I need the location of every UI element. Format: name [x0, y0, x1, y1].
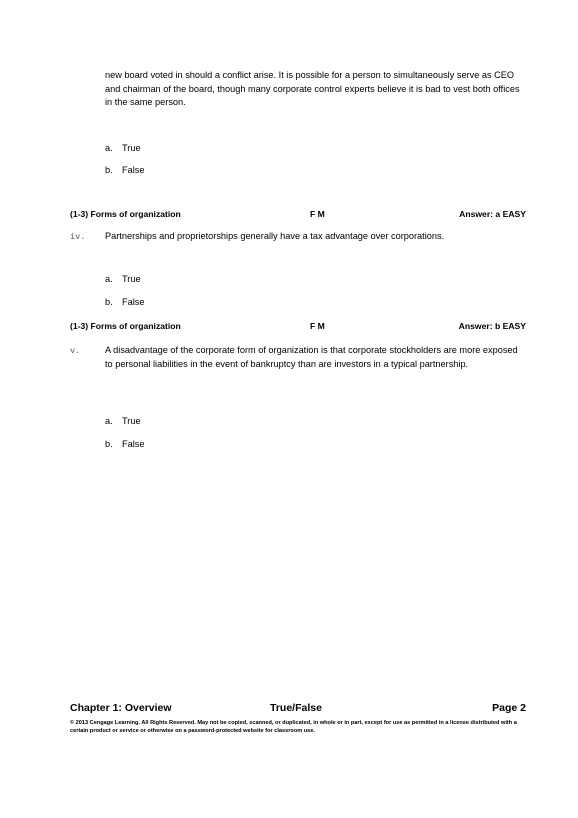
- question-answer: Answer: b EASY: [458, 321, 526, 331]
- question-number: v.: [70, 346, 81, 356]
- page-footer: [70, 701, 526, 715]
- footer-chapter: Chapter 1: Overview: [70, 702, 172, 714]
- choice-label: False: [122, 165, 145, 175]
- choice-label: True: [122, 416, 141, 426]
- choice-false: [105, 296, 144, 308]
- question-text: A disadvantage of the corporate form of organization is that corporate stockholders are more exposed to personal liabilities in the event of bankruptcy than are investors in a typical partnership.: [105, 345, 518, 369]
- choice-letter: b.: [105, 297, 113, 307]
- choice-letter: b.: [105, 165, 113, 175]
- question-text-continued: new board voted in should a conflict arise. It is possible for a person to simultaneously serve as CEO and chairman of the board, though many corporate control experts believe it is bad to vest both offices in the same person.: [105, 70, 520, 107]
- footer-page-number: Page 2: [492, 702, 526, 714]
- question-text: Partnerships and proprietorships generally have a tax advantage over corporations.: [105, 231, 445, 241]
- choice-true: [105, 415, 141, 427]
- choice-false: [105, 438, 144, 450]
- question-topic: (1-3) Forms of organization: [70, 321, 181, 331]
- choice-letter: a.: [105, 274, 113, 284]
- question-number: iv.: [70, 232, 86, 242]
- choice-letter: a.: [105, 416, 113, 426]
- question-answer: Answer: a EASY: [459, 209, 526, 219]
- choice-label: False: [122, 439, 145, 449]
- choice-false: [105, 164, 144, 176]
- question-tags: F M: [310, 321, 325, 331]
- choice-label: True: [122, 143, 141, 153]
- footer-section: True/False: [270, 702, 322, 714]
- choice-letter: b.: [105, 439, 113, 449]
- copyright-notice: © 2013 Cengage Learning. All Rights Reserved. May not be copied, scanned, or duplicated, in whole or in part, except for use as permitted in a license distributed with a certain product or service or otherwise on a password-protected website for classroom use.: [70, 720, 517, 734]
- question-tags: F M: [310, 209, 325, 219]
- choice-letter: a.: [105, 143, 113, 153]
- question-meta-row: [70, 208, 526, 220]
- choice-true: [105, 142, 141, 154]
- question-meta-row: [70, 320, 526, 332]
- choice-label: True: [122, 274, 141, 284]
- choice-label: False: [122, 297, 145, 307]
- question-topic: (1-3) Forms of organization: [70, 209, 181, 219]
- choice-true: [105, 273, 141, 285]
